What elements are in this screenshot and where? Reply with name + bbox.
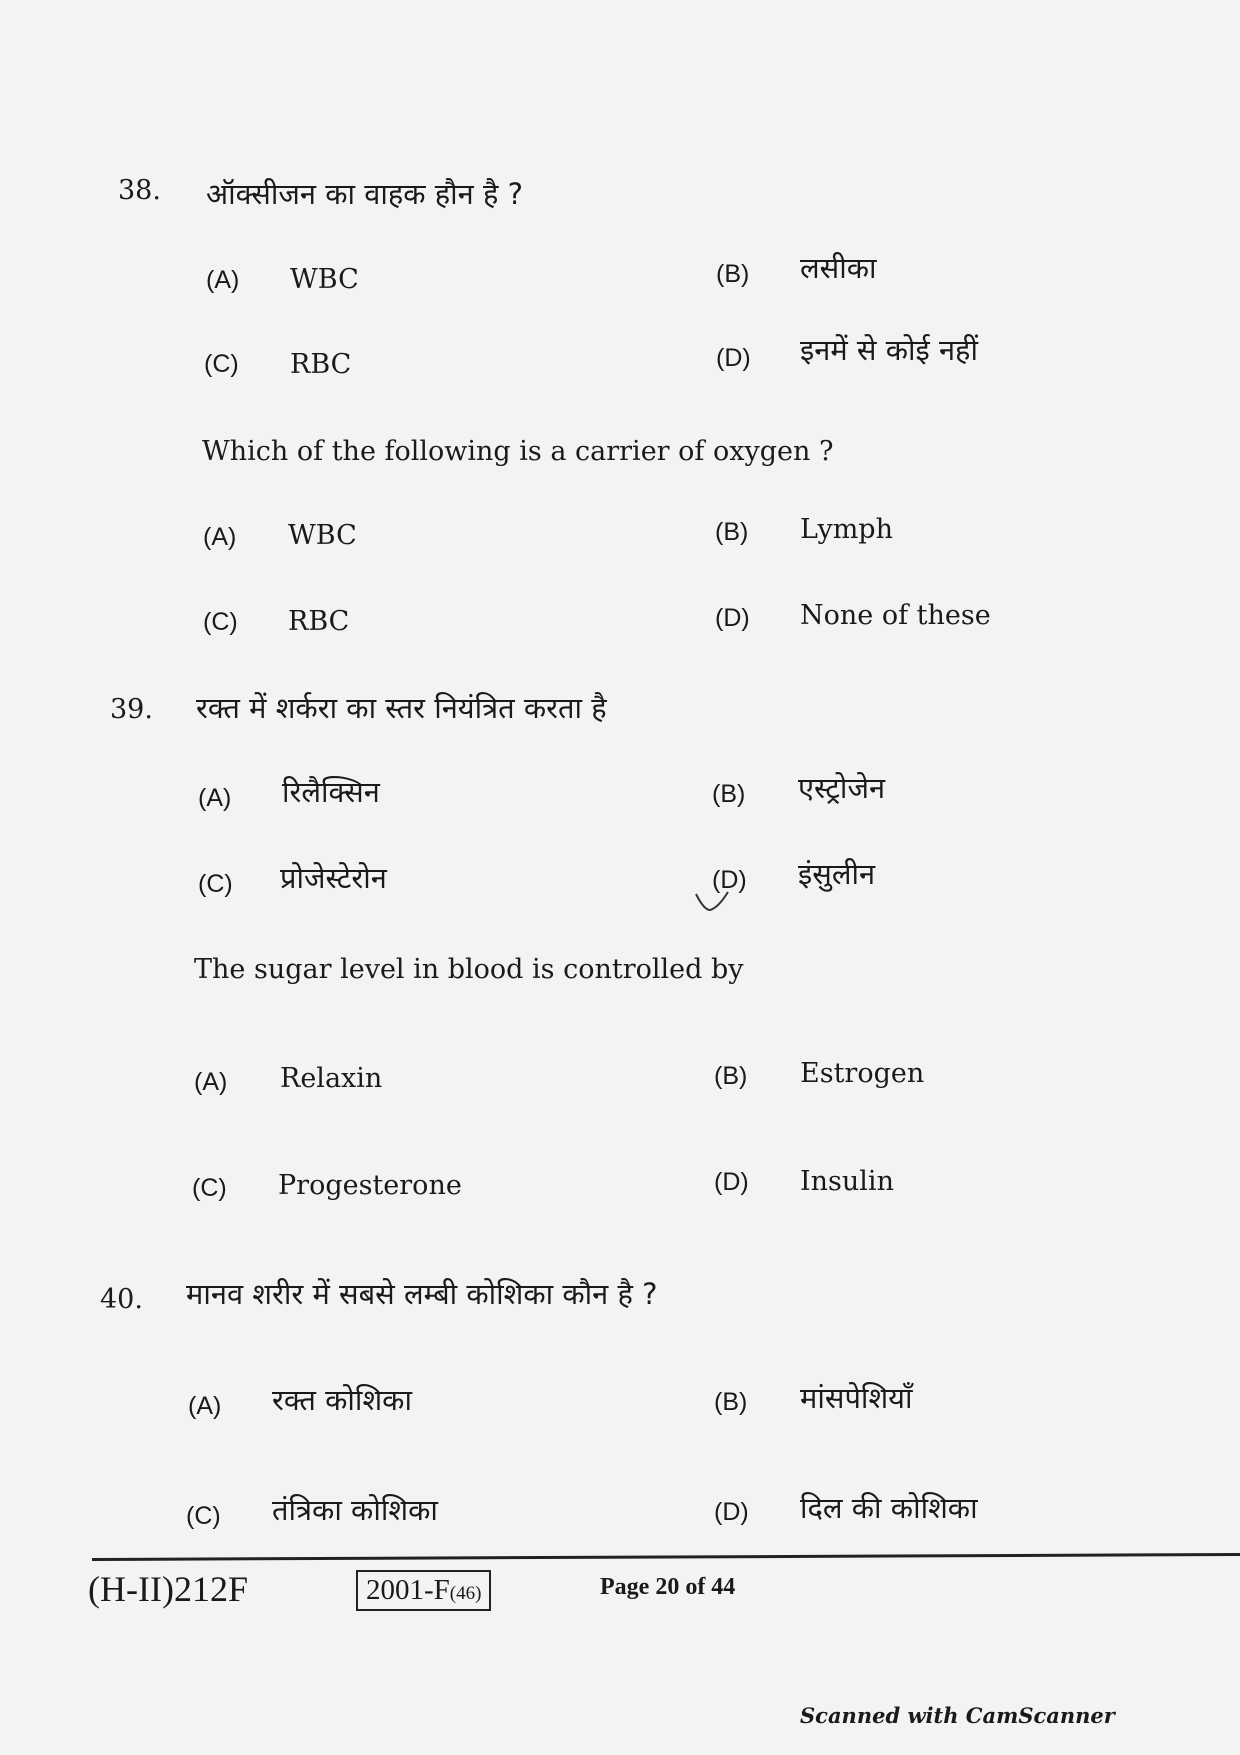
option-label: (C) bbox=[186, 1502, 221, 1530]
option-label: (C) bbox=[198, 870, 233, 898]
paper-code: (H-II)212F bbox=[88, 1569, 248, 1609]
option-text: RBC bbox=[288, 606, 350, 637]
option-text: Lymph bbox=[800, 514, 893, 545]
scanner-watermark: Scanned with CamScanner bbox=[800, 1703, 1115, 1728]
option-text: रक्त कोशिका bbox=[272, 1383, 412, 1417]
option-label: (B) bbox=[714, 1062, 748, 1090]
question-number: 38. bbox=[118, 175, 161, 206]
series-code: 2001-F bbox=[366, 1574, 450, 1606]
option-text: रिलैक्सिन bbox=[282, 775, 380, 809]
option-text: Estrogen bbox=[800, 1058, 925, 1089]
option-text: Insulin bbox=[800, 1166, 894, 1197]
option-label: (D) bbox=[714, 1498, 749, 1526]
series-code-suffix: (46) bbox=[449, 1583, 482, 1604]
option-label: (D) bbox=[716, 344, 751, 372]
option-text: इंसुलीन bbox=[798, 857, 876, 891]
checkmark-icon bbox=[694, 888, 730, 914]
option-text: तंत्रिका कोशिका bbox=[272, 1493, 438, 1527]
footer-divider bbox=[92, 1553, 1240, 1561]
option-text: None of these bbox=[800, 600, 991, 631]
option-label: (A) bbox=[198, 784, 232, 812]
option-label: (B) bbox=[714, 1388, 748, 1416]
option-text: RBC bbox=[290, 349, 352, 380]
option-text: प्रोजेस्टेरोन bbox=[280, 861, 387, 895]
option-text: WBC bbox=[290, 264, 359, 295]
option-text: Relaxin bbox=[280, 1063, 383, 1094]
option-label: (C) bbox=[203, 608, 238, 636]
option-text: इनमें से कोई नहीं bbox=[800, 333, 978, 367]
option-label: (D) bbox=[712, 866, 747, 894]
question-text: मानव शरीर में सबसे लम्बी कोशिका कौन है ? bbox=[186, 1277, 658, 1311]
option-text: दिल की कोशिका bbox=[800, 1491, 978, 1525]
question-text: Which of the following is a carrier of oxygen ? bbox=[202, 436, 834, 467]
page-number: Page 20 of 44 bbox=[600, 1574, 736, 1600]
question-text: The sugar level in blood is controlled by bbox=[194, 954, 744, 985]
question-text: रक्त में शर्करा का स्तर नियंत्रित करता है bbox=[196, 691, 607, 725]
option-text: Progesterone bbox=[278, 1170, 462, 1201]
option-label: (B) bbox=[715, 518, 749, 546]
option-label: (B) bbox=[712, 780, 746, 808]
option-text: एस्ट्रोजेन bbox=[798, 771, 886, 805]
option-label: (B) bbox=[716, 260, 750, 288]
option-label: (C) bbox=[204, 350, 239, 378]
option-label: (A) bbox=[188, 1392, 222, 1420]
series-code-box bbox=[356, 1570, 491, 1611]
question-number: 40. bbox=[100, 1284, 143, 1315]
option-text: मांसपेशियाँ bbox=[800, 1381, 913, 1415]
option-text: WBC bbox=[288, 520, 357, 551]
option-label: (D) bbox=[714, 1168, 749, 1196]
option-label: (C) bbox=[192, 1174, 227, 1202]
option-text: लसीका bbox=[800, 251, 877, 285]
question-text: ऑक्सीजन का वाहक हौन है ? bbox=[206, 177, 524, 211]
option-label: (A) bbox=[206, 266, 240, 294]
option-label: (A) bbox=[203, 523, 237, 551]
option-label: (D) bbox=[715, 604, 750, 632]
option-label: (A) bbox=[194, 1068, 228, 1096]
question-number: 39. bbox=[110, 694, 153, 725]
